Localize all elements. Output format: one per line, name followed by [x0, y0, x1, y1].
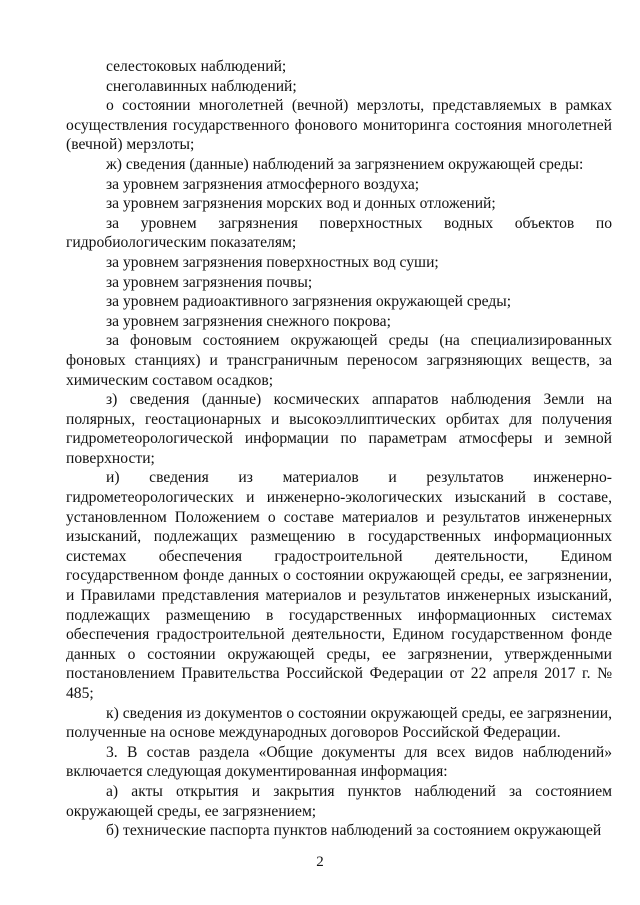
paragraph-18: б) технические паспорта пунктов наблюдений за состоянием окружающей [106, 822, 602, 840]
paragraph-11: за уровнем загрязнения снежного покрова; [106, 312, 391, 330]
paragraph-1: селестоковых наблюдений; [106, 58, 287, 75]
paragraph-3: о состоянии многолетней (вечной) мерзлоты, представляемых в рамках осуществления государственного фонового мониторинга состояния многолетней (вечной) мерзлоты; [66, 97, 612, 154]
paragraph-4: ж) сведения (данные) наблюдений за загрязнением окружающей среды: [106, 155, 584, 173]
paragraph-5: за уровнем загрязнения атмосферного воздуха; [106, 175, 420, 193]
paragraph-17: а) акты открытия и закрытия пунктов наблюдений за состоянием окружающей среды, ее загрязнением; [66, 782, 612, 820]
paragraph-6: за уровнем загрязнения морских вод и донных отложений; [106, 195, 496, 213]
paragraph-10: за уровнем радиоактивного загрязнения окружающей среды; [106, 293, 512, 311]
paragraph-15: к) сведения из документов о состоянии окружающей среды, ее загрязнении, полученные на основе международных договоров Российской Федерации. [66, 704, 612, 742]
paragraph-7: за уровнем загрязнения поверхностных водных объектов по гидробиологическим показателям; [66, 214, 612, 252]
page-number: 2 [316, 854, 324, 870]
document-body [66, 57, 612, 841]
paragraph-14: и) сведения из материалов и результатов инженерно-гидрометеорологических и инженерно-экологических изысканий в составе, установленном Положением о составе материалов и результатов инженерных изысканий, подлежащих размещению в государственных информационных системах обеспечения градостроительной деятельности, Едином государственном фонде данных о состоянии окружающей среды, ее загрязнении, и Правилами представления материалов и результатов инженерных изысканий, подлежащих размещению в государственных информационных системах обеспечения градостроительной деятельности, Едином государственном фонде данных о состоянии окружающей среды, ее загрязнении, утвержденными постановлением Правительства Российской Федерации от 22 апреля 2017 г. № 485; [66, 469, 612, 702]
paragraph-8: за уровнем загрязнения поверхностных вод суши; [106, 253, 439, 271]
paragraph-9: за уровнем загрязнения почвы; [106, 273, 313, 291]
paragraph-16: 3. В состав раздела «Общие документы для всех видов наблюдений» включается следующая документированная информация: [66, 743, 612, 781]
paragraph-2: снеголавинных наблюдений; [106, 77, 297, 95]
paragraph-12: за фоновым состоянием окружающей среды (на специализированных фоновых станциях) и трансграничным переносом загрязняющих веществ, за химическим составом осадков; [66, 332, 612, 389]
paragraph-13: з) сведения (данные) космических аппаратов наблюдения Земли на полярных, геостационарных и высокоэллиптических орбитах для получения гидрометеорологической информации по параметрам атмосферы и земной поверхности; [66, 391, 612, 467]
